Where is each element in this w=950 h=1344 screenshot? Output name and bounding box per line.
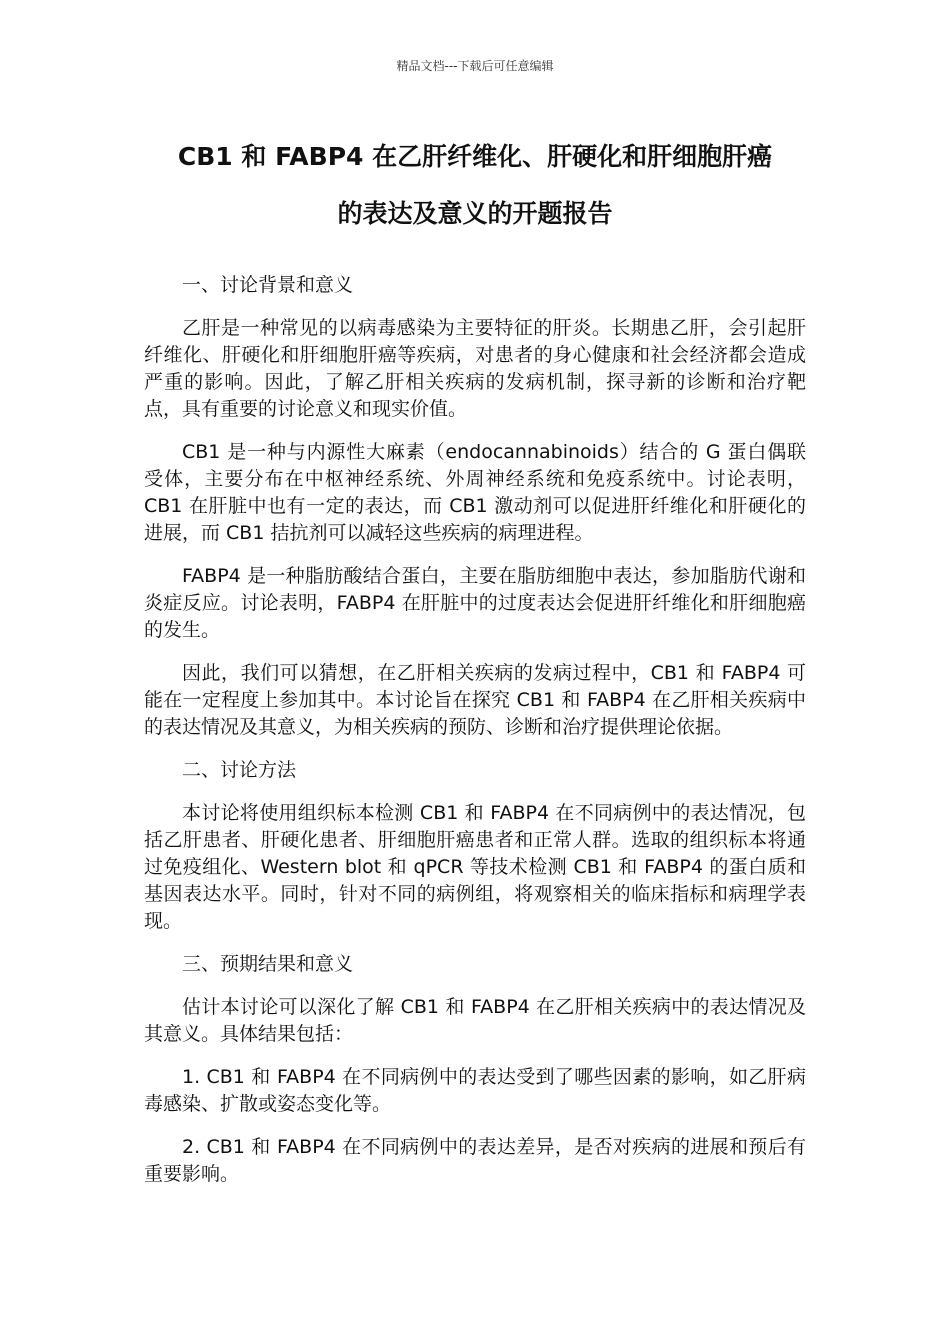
paragraph: 乙肝是一种常见的以病毒感染为主要特征的肝炎。长期患乙肝，会引起肝纤维化、肝硬化和肝细胞肝癌等疾病，对患者的身心健康和社会经济都会造成严重的影响。因此，了解乙肝相关疾病的发病机制，探寻新的诊断和治疗靶点，具有重要的讨论意义和现实价值。 <box>144 317 806 420</box>
section-heading-results: 三、预期结果和意义 <box>182 953 354 975</box>
paragraph: 本讨论将使用组织标本检测 CB1 和 FABP4 在不同病例中的表达情况，包括乙肝患者、肝硬化患者、肝细胞肝癌患者和正常人群。选取的组织标本将通过免疫组化、Western blot 和 qPCR 等技术检测 CB1 和 FABP4 的蛋白质和基因表达水平。同时，针对不同的病例组，将观察相关的临床指标和病理学表现。 <box>144 802 806 932</box>
paragraph: FABP4 是一种脂肪酸结合蛋白，主要在脂肪细胞中表达，参加脂肪代谢和炎症反应。讨论表明，FABP4 在肝脏中的过度表达会促进肝纤维化和肝细胞癌的发生。 <box>144 565 806 641</box>
section-heading-methods: 二、讨论方法 <box>182 759 297 781</box>
header-note: 精品文档---下载后可任意编辑 <box>396 59 554 73</box>
list-item: 1. CB1 和 FABP4 在不同病例中的表达受到了哪些因素的影响，如乙肝病毒感染、扩散或姿态变化等。 <box>144 1066 806 1115</box>
paragraph: 估计本讨论可以深化了解 CB1 和 FABP4 在乙肝相关疾病中的表达情况及其意义。具体结果包括： <box>144 996 806 1045</box>
paragraph: 因此，我们可以猜想，在乙肝相关疾病的发病过程中，CB1 和 FABP4 可能在一定程度上参加其中。本讨论旨在探究 CB1 和 FABP4 在乙肝相关疾病中的表达情况及其意义，为相关疾病的预防、诊断和治疗提供理论依据。 <box>144 662 806 738</box>
paragraph: CB1 是一种与内源性大麻素（endocannabinoids）结合的 G 蛋白偶联受体，主要分布在中枢神经系统、外周神经系统和免疫系统中。讨论表明，CB1 在肝脏中也有一定的表达，而 CB1 激动剂可以促进肝纤维化和肝硬化的进展，而 CB1 拮抗剂可以减轻这些疾病的病理进程。 <box>144 441 806 544</box>
list-item: 2. CB1 和 FABP4 在不同病例中的表达差异，是否对疾病的进展和预后有重要影响。 <box>144 1136 806 1185</box>
document-title-line-2: 的表达及意义的开题报告 <box>337 199 613 228</box>
document-title-line-1: CB1 和 FABP4 在乙肝纤维化、肝硬化和肝细胞肝癌 <box>177 142 773 171</box>
section-heading-background: 一、讨论背景和意义 <box>182 274 354 296</box>
document-body <box>144 272 806 1204</box>
